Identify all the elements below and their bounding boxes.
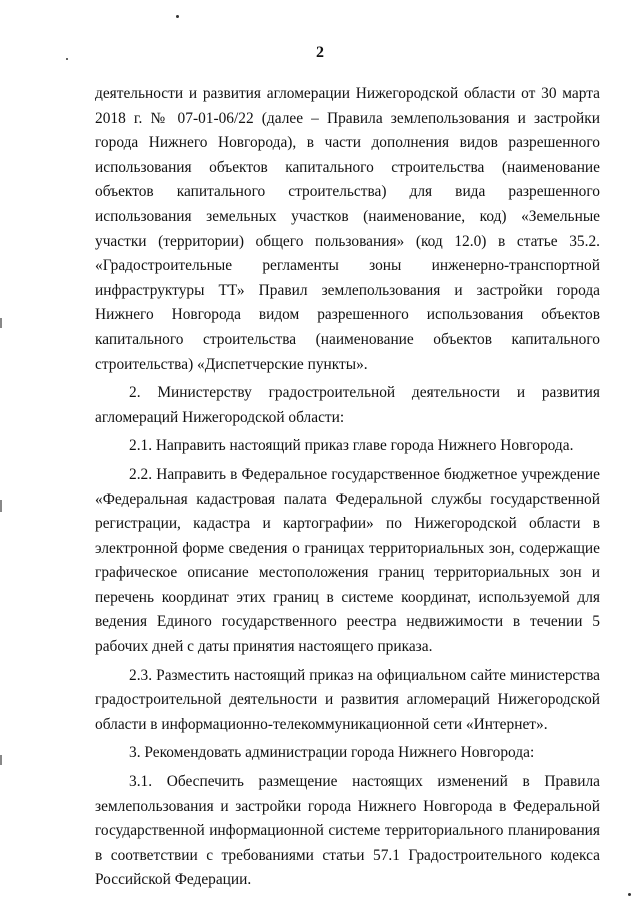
paragraph-item-2-3: 2.3. Разместить настоящий приказ на официальном сайте министерства градостроительной деятельности и развития агломераций Нижегородской области в информационно-телекоммуникационной сети «Интернет». [95, 666, 600, 733]
page-number: 2 [316, 44, 324, 61]
scan-edge-mark [0, 755, 2, 765]
paragraph-item-2-1: 2.1. Направить настоящий приказ главе города Нижнего Новгорода. [129, 437, 574, 455]
paragraph-continuation: деятельности и развития агломерации Нижегородской области от 30 марта 2018 г. № 07-01-06/22 (далее – Правила землепользования и застройки города Нижнего Новгорода), в части дополнения видов разрешенного использования объектов капитального строительства (наименование объектов капитального строительства) для вида разрешенного использования земельных участков (наименование, код) «Земельные участки (территории) общего пользования» (код 12.0) в статье 35.2. «Градостроительные регламенты зоны инженерно-транспортной инфраструктуры ТТ» Правил землепользования и застройки города Нижнего Новгорода видом разрешенного использования объектов капитального строительства (наименование объектов капитального строительства) «Диспетчерские пункты». [95, 85, 600, 373]
paragraph-item-3-1: 3.1. Обеспечить размещение настоящих изменений в Правила землепользования и застройки города Нижнего Новгорода в Федеральной государственной информационной системе территориального планирования в соответствии с требованиями статьи 57.1 Градостроительного кодекса Российской Федерации. [95, 773, 600, 889]
scan-speck [176, 15, 179, 18]
scan-speck [628, 893, 631, 896]
scan-edge-mark [0, 500, 2, 512]
paragraph-item-3: 3. Рекомендовать администрации города Нижнего Новгорода: [129, 744, 535, 762]
document-body [95, 82, 600, 893]
scan-edge-mark [0, 318, 2, 328]
scan-speck [66, 58, 68, 60]
paragraph-item-2: 2. Министерству градостроительной деятельности и развития агломераций Нижегородской области: [95, 384, 600, 426]
paragraph-item-2-2: 2.2. Направить в Федеральное государственное бюджетное учреждение «Федеральная кадастровая палата Федеральной службы государственной регистрации, кадастра и картографии» по Нижегородской области в электронной форме сведения о границах территориальных зон, содержащие графическое описание местоположения границ территориальных зон и перечень координат этих границ в системе координат, используемой для ведения Единого государственного реестра недвижимости в течении 5 рабочих дней с даты принятия настоящего приказа. [95, 465, 600, 656]
